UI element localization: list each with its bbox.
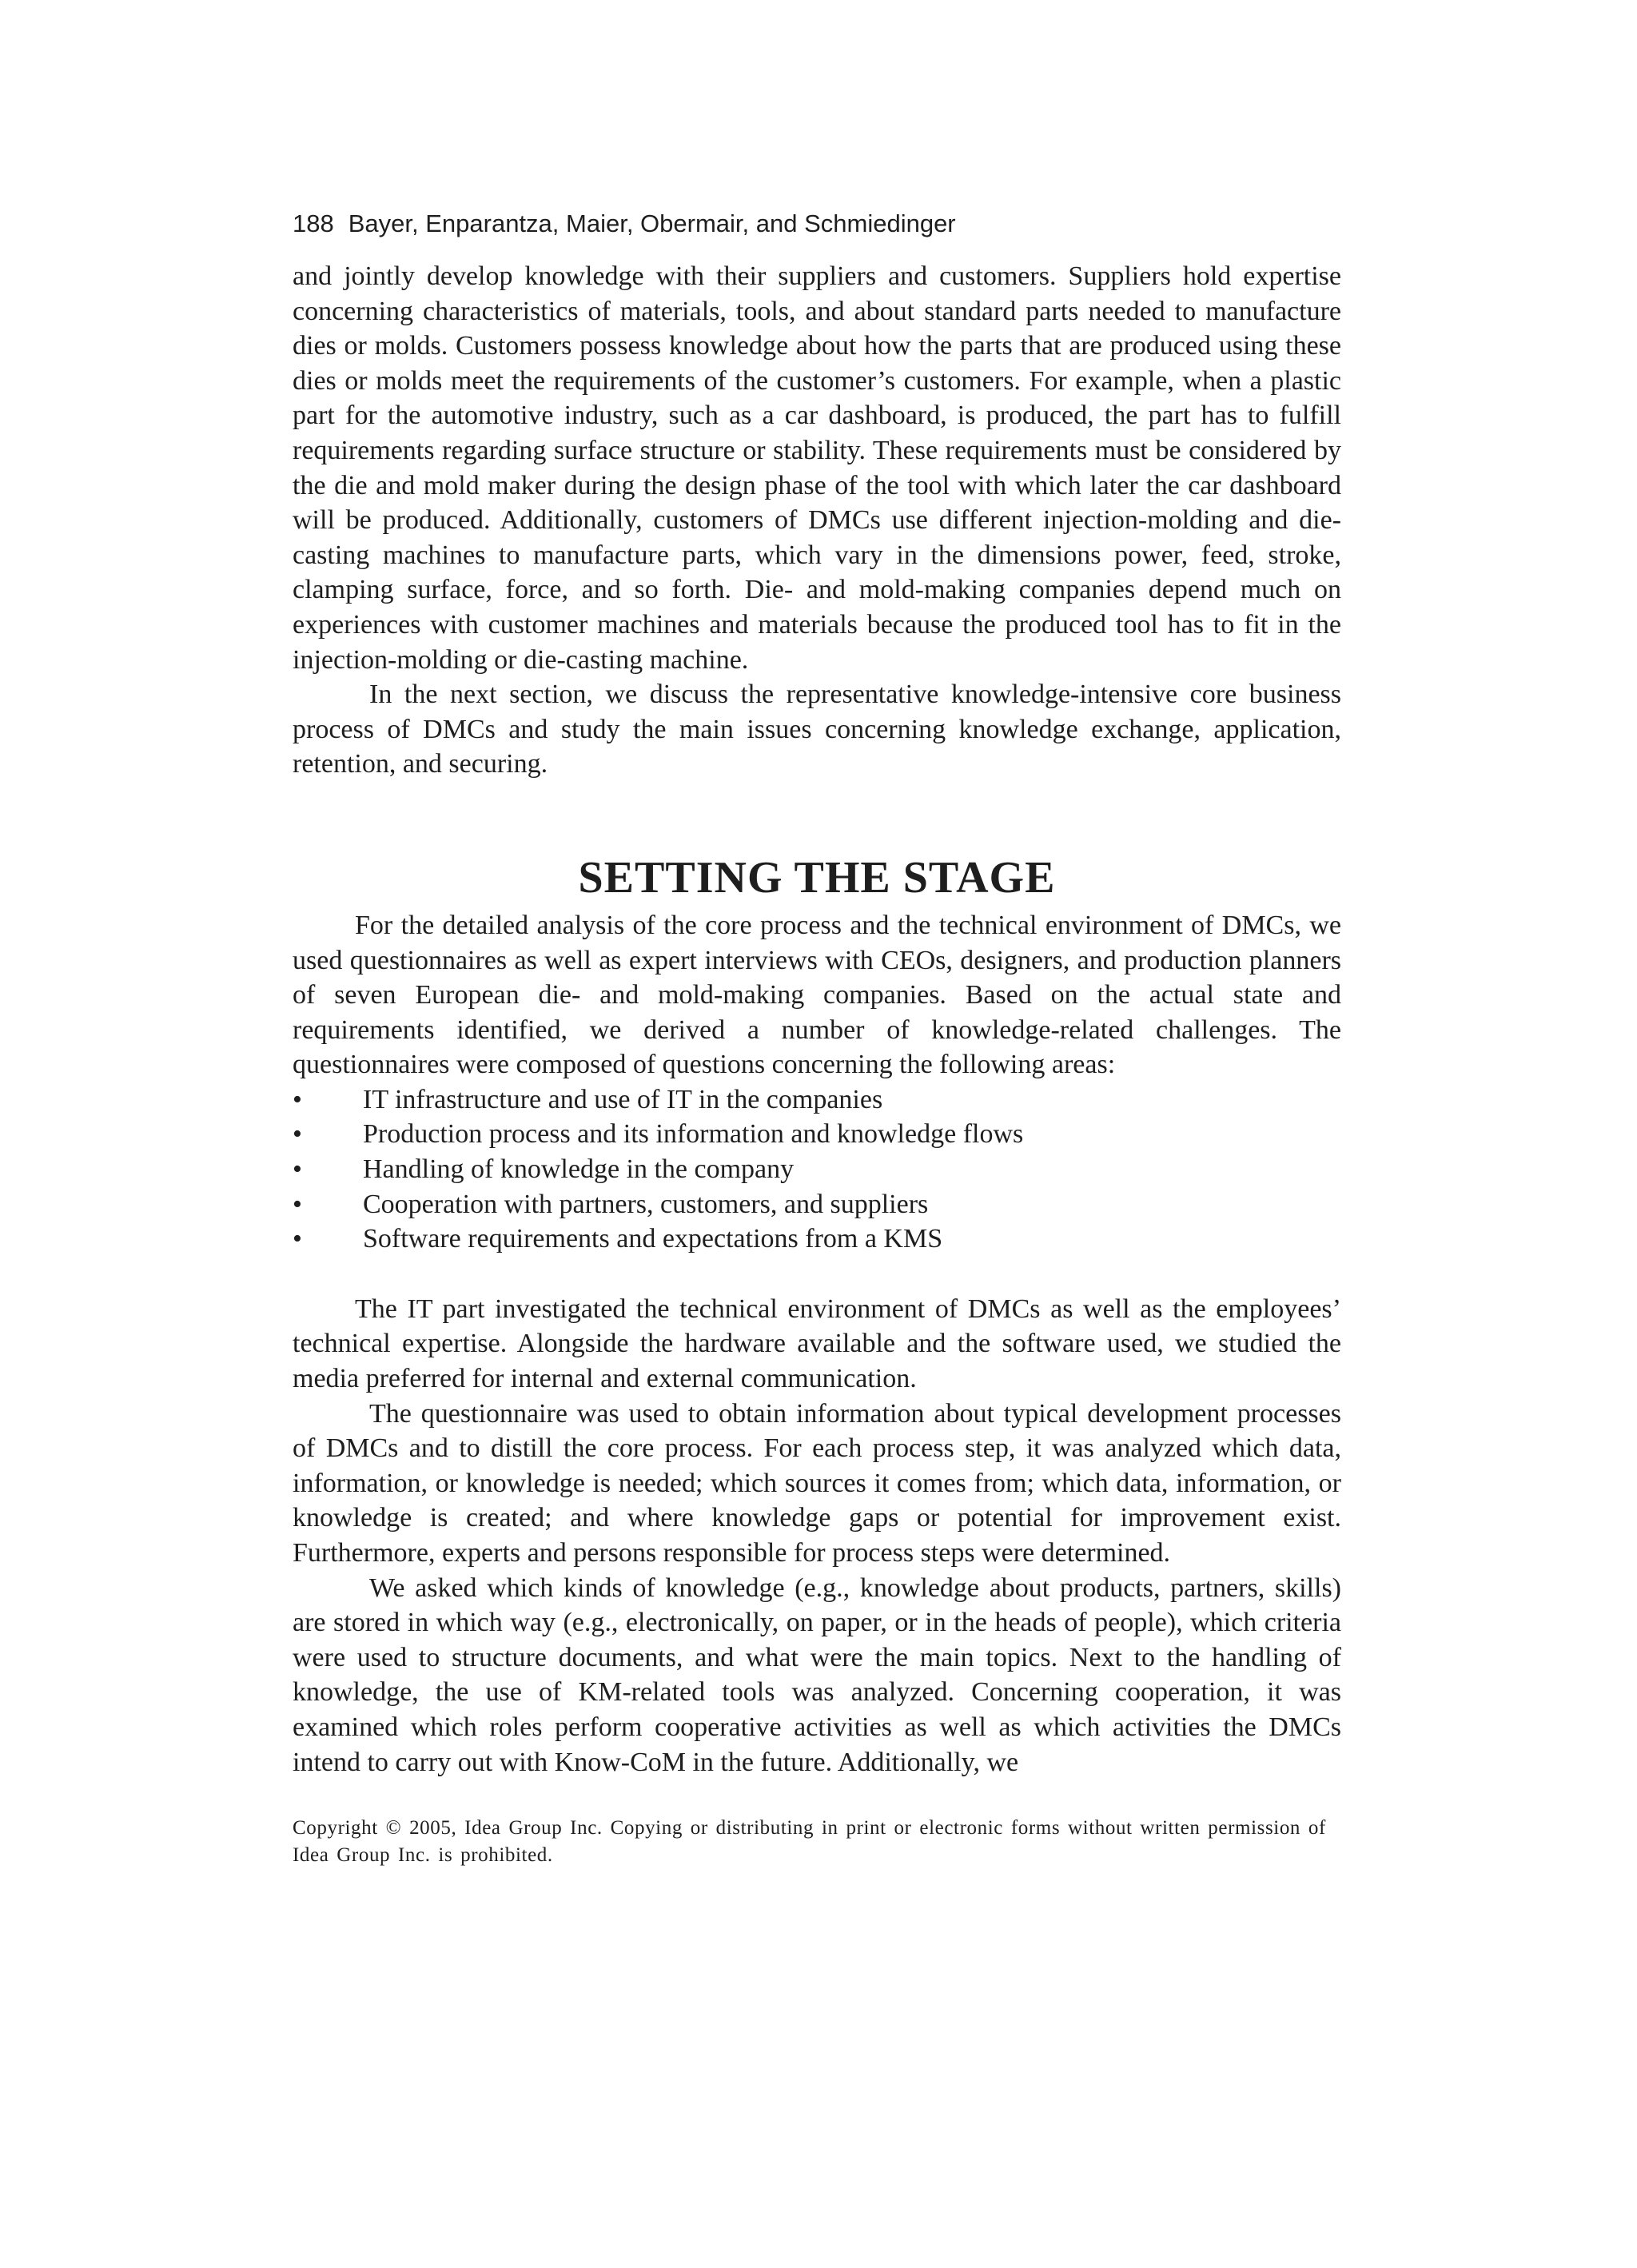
bullet-icon: • (293, 1154, 302, 1185)
paragraph-analysis-method: For the detailed analysis of the core process and the technical environment of DMCs, we used questionnaires as well as expert interviews with CEOs, designers, and production planners of seven European die- and mold-making companies. Based on the actual state and requirements identified, we derived a number of knowledge-related challenges. The questionnaires were composed of questions concerning the following areas: (293, 910, 1341, 1080)
bullet-icon: • (293, 1119, 302, 1150)
list-item-text: Production process and its information and knowledge flows (363, 1119, 1024, 1150)
list-item-text: IT infrastructure and use of IT in the companies (363, 1084, 883, 1114)
running-head (293, 208, 1341, 240)
list-item-text: Cooperation with partners, customers, and suppliers (363, 1189, 929, 1219)
section-heading: SETTING THE STAGE (578, 852, 1056, 903)
list-item-text: Software requirements and expectations from a KMS (363, 1224, 943, 1254)
paragraph-next-section: In the next section, we discuss the representative knowledge-intensive core business process of DMCs and study the main issues concerning knowledge exchange, application, retention, and securing. (293, 680, 1341, 779)
document-page (293, 208, 1341, 1869)
paragraph-it-part: The IT part investigated the technical environment of DMCs as well as the employees’ technical expertise. Alongside the hardware available and the software used, we studied the media preferred for internal and external communication. (293, 1293, 1341, 1394)
paragraph-questionnaire-process: The questionnaire was used to obtain information about typical development processes of DMCs and to distill the core process. For each process step, it was analyzed which data, information, or knowledge is needed; which sources it comes from; which data, information, or knowledge is created; and where knowledge gaps or potential for improvement exist. Furthermore, experts and persons responsible for process steps were determined. (293, 1398, 1341, 1568)
list-item-text: Handling of knowledge in the company (363, 1154, 795, 1185)
list-item (293, 1152, 1341, 1187)
paragraph-suppliers-customers: and jointly develop knowledge with their suppliers and customers. Suppliers hold expertise concerning characteristics of materials, tools, and about standard parts needed to manufacture dies or molds. Customers possess knowledge about how the parts that are produced using these dies or molds meet the requirements of the customer’s customers. For example, when a plastic part for the automotive industry, such as a car dashboard, is produced, the part has to fulfill requirements regarding surface structure or stability. These requirements must be considered by the die and mold maker during the design phase of the tool with which later the car dashboard will be produced. Additionally, customers of DMCs use different injection-molding and die-casting machines to manufacture parts, which vary in the dimensions power, feed, stroke, clamping surface, force, and so forth. Die- and mold-making companies depend much on experiences with customer machines and materials because the produced tool has to fit in the injection-molding or die-casting machine. (293, 261, 1341, 675)
list-item (293, 1222, 1341, 1257)
list-item (293, 1187, 1341, 1222)
questionnaire-areas-list (293, 1082, 1341, 1257)
copyright-notice: Copyright © 2005, Idea Group Inc. Copying or distributing in print or electronic forms without written permission of Idea Group Inc. is prohibited. (293, 1817, 1326, 1867)
list-item (293, 1082, 1341, 1118)
bullet-icon: • (293, 1189, 302, 1219)
running-head-authors: Bayer, Enparantza, Maier, Obermair, and Schmiedinger (348, 209, 956, 237)
bullet-icon: • (293, 1084, 302, 1114)
paragraph-knowledge-kinds: We asked which kinds of knowledge (e.g., knowledge about products, partners, skills) are stored in which way (e.g., electronically, on paper, or in the heads of people), which criteria were used to structure documents, and what were the main topics. Next to the handling of knowledge, the use of KM-related tools was analyzed. Concerning cooperation, it was examined which roles perform cooperative activities as well as which activities the DMCs intend to carry out with Know-CoM in the future. Additionally, we (293, 1572, 1341, 1777)
page-number: 188 (293, 209, 334, 237)
spacer (293, 1257, 1341, 1292)
list-item (293, 1117, 1341, 1152)
bullet-icon: • (293, 1224, 302, 1254)
